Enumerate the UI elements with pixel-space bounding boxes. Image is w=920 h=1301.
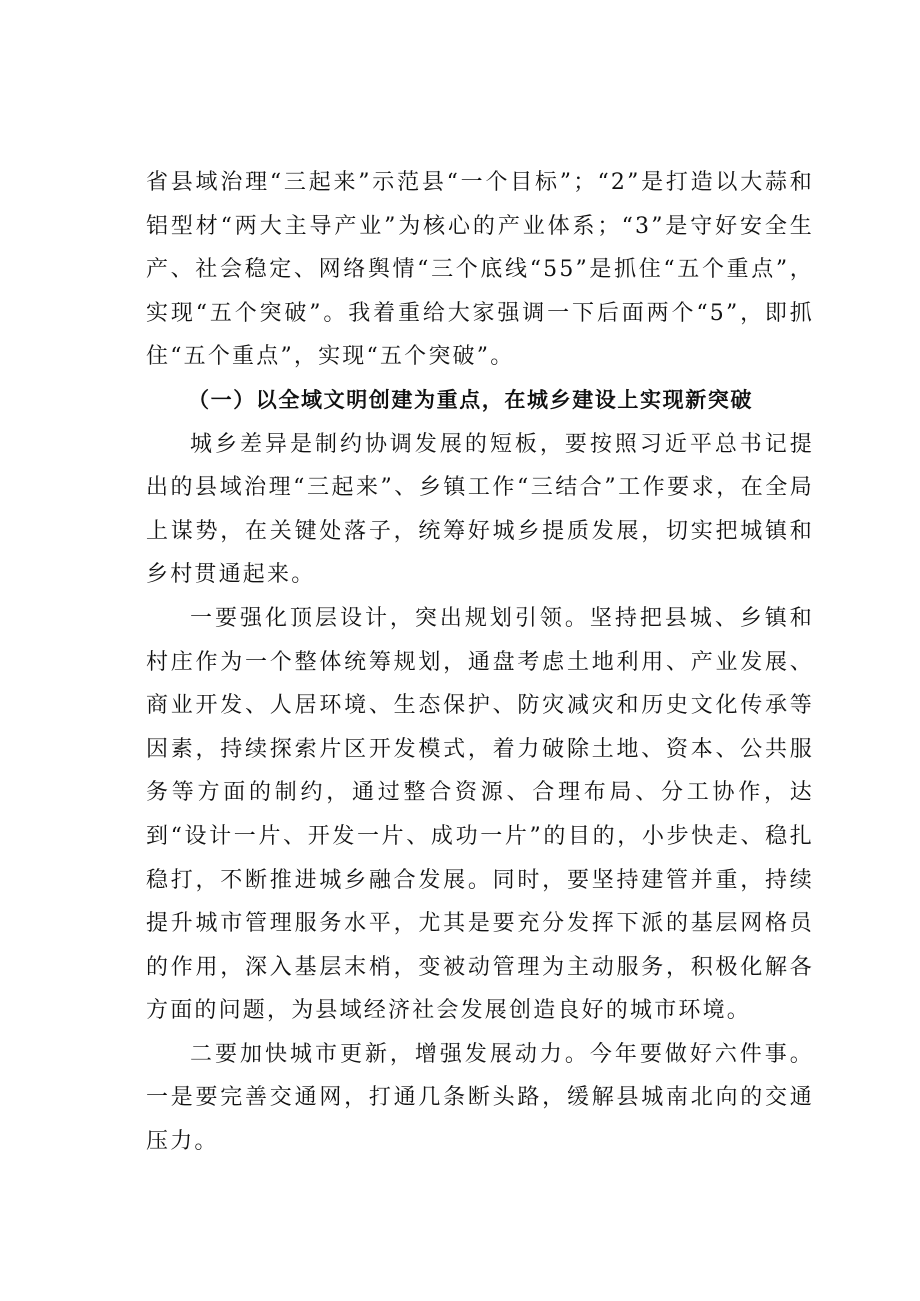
paragraph-top-level-design: 一要强化顶层设计，突出规划引领。坚持把县城、乡镇和村庄作为一个整体统筹规划，通盘考虑土地利用、产业发展、商业开发、人居环境、生态保护、防灾减灾和历史文化传承等因素，持续探索片区开发模式，着力破除土地、资本、公共服务等方面的制约，通过整合资源、合理布局、分工协作，达到“设计一片、开发一片、成功一片”的目的，小步快走、稳扎稳打，不断推进城乡融合发展。同时，要坚持建管并重，持续提升城市管理服务水平，尤其是要充分发挥下派的基层网格员的作用，深入基层末梢，变被动管理为主动服务，积极化解各方面的问题，为县域经济社会发展创造良好的城市环境。 (146, 605, 814, 1024)
document-body (146, 161, 814, 1164)
paragraph-urban-rural-gap: 城乡差异是制约协调发展的短板，要按照习近平总书记提出的县域治理“三起来”、乡镇工作“三结合”工作要求，在全局上谋势，在关键处落子，统筹好城乡提质发展，切实把城镇和乡村贯通起来。 (146, 431, 814, 588)
section-heading: （一）以全域文明创建为重点，在城乡建设上实现新突破 (188, 387, 753, 412)
paragraph-continuation: 省县域治理“三起来”示范县“一个目标”；“2”是打造以大蒜和铝型材“两大主导产业”为核心的产业体系；“3”是守好安全生产、社会稳定、网络舆情“三个底线“55”是抓住“五个重点”，实现“五个突破”。我着重给大家强调一下后面两个“5”，即抓住“五个重点”，实现“五个突破”。 (146, 170, 814, 370)
paragraph-urban-renewal: 二要加快城市更新，增强发展动力。今年要做好六件事。一是要完善交通网，打通几条断头路，缓解县城南北向的交通压力。 (146, 1041, 814, 1155)
